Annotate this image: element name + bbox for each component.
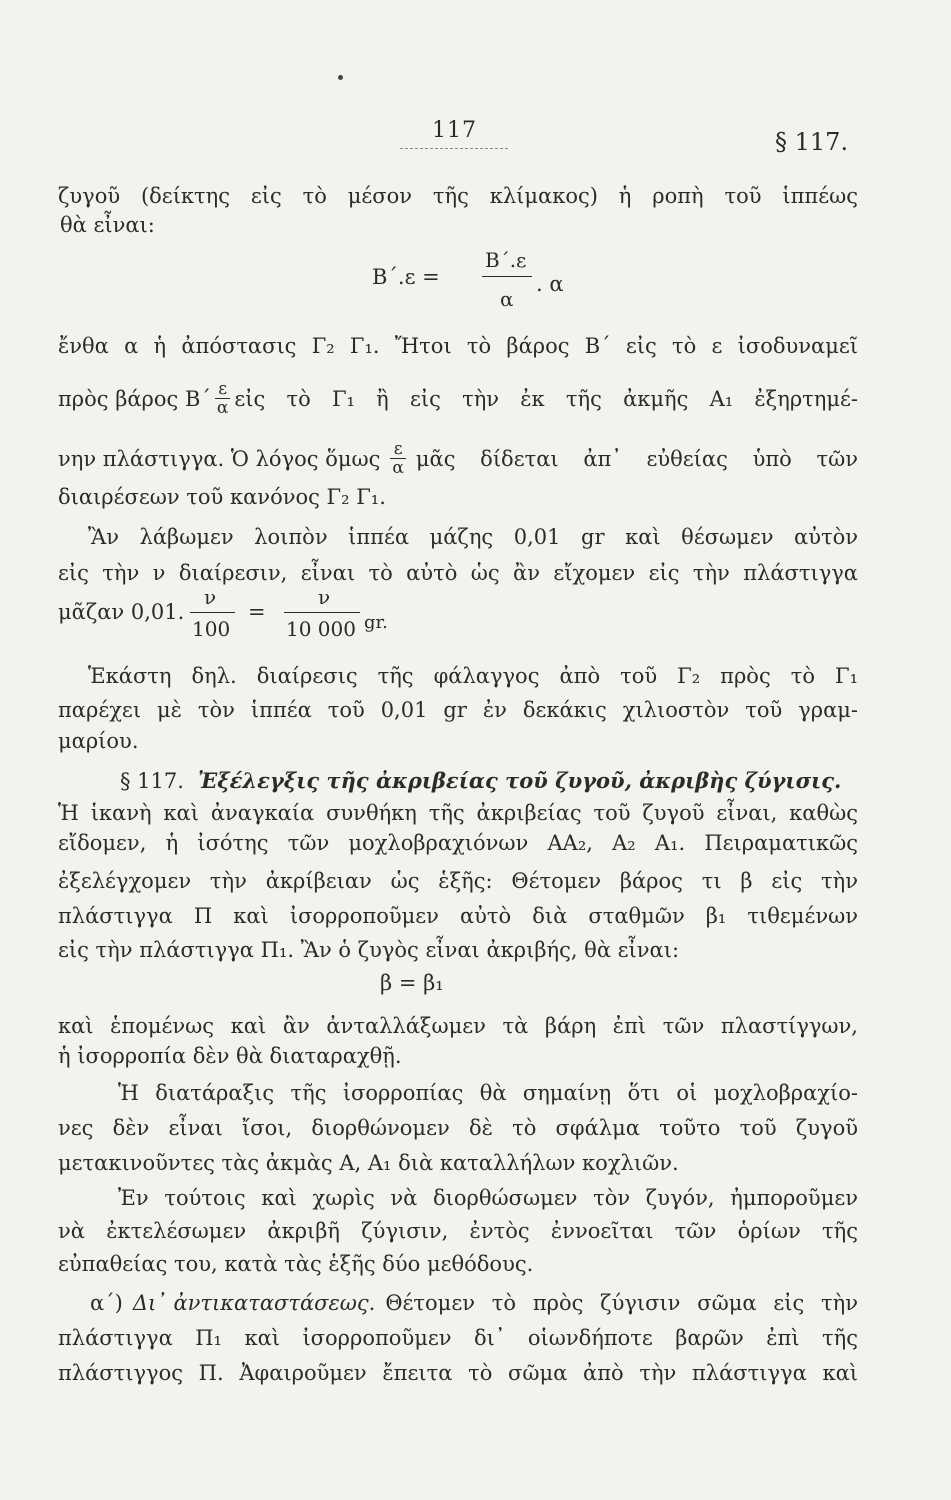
- text-line: Ἡ ἱκανὴ καὶ ἀναγκαία συνθήκη τῆς ἀκριβείας τοῦ ζυγοῦ εἶναι, καθὼς: [58, 801, 858, 825]
- text-line: εἰς τὴν πλάστιγγα Π₁. Ἂν ὁ ζυγὸς εἶναι ἀκριβής, θὰ εἶναι:: [58, 938, 680, 962]
- text-line: [58, 380, 858, 417]
- text-span: νην πλάστιγγα. Ὁ λόγος ὅμως: [58, 446, 381, 471]
- text-line: νὰ ἐκτελέσωμεν ἀκριβῆ ζύγισιν, ἐντὸς ἐννοεῖται τῶν ὁρίων τῆς: [58, 1219, 858, 1243]
- formula-numerator: Β΄.ε: [485, 248, 527, 272]
- fraction: [215, 380, 230, 417]
- text-line: διαιρέσεων τοῦ κανόνος Γ₂ Γ₁.: [58, 485, 386, 509]
- fraction-bar: [190, 612, 235, 613]
- formula-text: μᾶζαν 0,01.: [58, 600, 185, 624]
- text-line: ἔνθα α ἡ ἀπόστασις Γ₂ Γ₁. Ἤτοι τὸ βάρος Β΄ εἰς τὸ ε ἰσοδυναμεῖ: [58, 334, 858, 358]
- text-line: [58, 440, 858, 477]
- text-line: εὐπαθείας του, κατὰ τὰς ἑξῆς δύο μεθόδους.: [58, 1252, 534, 1276]
- text-line: πλάστιγγος Π. Ἀφαιροῦμεν ἔπειτα τὸ σῶμα ἀπὸ τὴν πλάστιγγα καὶ: [58, 1361, 858, 1385]
- text-line: [90, 1290, 858, 1316]
- formula-left: Β΄.ε =: [372, 265, 440, 289]
- item-label: α΄): [90, 1291, 123, 1315]
- text-span: εἰς τὸ Γ₁ ἢ εἰς τὴν ἐκ τῆς ἀκμῆς Α₁ ἐξηρτημέ-: [234, 386, 858, 411]
- text-line: θὰ εἶναι:: [60, 213, 155, 237]
- text-line: ἐξελέγχομεν τὴν ἀκρίβειαν ὡς ἑξῆς: Θέτομεν βάρος τι β εἰς τὴν: [58, 869, 858, 893]
- text-line: πλάστιγγα Π₁ καὶ ἰσορροποῦμεν δι᾽ οἱωνδήποτε βαρῶν ἐπὶ τῆς: [58, 1326, 858, 1350]
- equation: β = β₁: [380, 971, 444, 995]
- fraction: [390, 440, 405, 477]
- header-rule: [400, 148, 508, 149]
- text-line: καὶ ἑπομένως καὶ ἂν ἀνταλλάξωμεν τὰ βάρη ἐπὶ τῶν πλαστίγγων,: [58, 1014, 858, 1038]
- text-line: Ἂν λάβωμεν λοιπὸν ἱππέα μάζης 0,01 gr καὶ θέσωμεν αὐτὸν: [88, 525, 858, 549]
- text-line: ἡ ἰσορροπία δὲν θὰ διαταραχθῇ.: [58, 1044, 402, 1068]
- fraction-denominator: α: [392, 458, 404, 478]
- text-line: εἴδομεν, ἡ ἰσότης τῶν μοχλοβραχιόνων ΑΑ₂, Α₂ Α₁. Πειραματικῶς: [58, 831, 858, 855]
- section-heading: [120, 768, 858, 794]
- page-number: 117: [432, 118, 477, 143]
- text-line: μετακινοῦντες τὰς ἀκμὰς Α, Α₁ διὰ καταλλήλων κοχλιῶν.: [58, 1151, 679, 1175]
- text-span: μᾶς δίδεται ἀπ᾽ εὐθείας ὑπὸ τῶν: [415, 446, 858, 471]
- text-line: Ἐν τούτοις καὶ χωρὶς νὰ διορθώσωμεν τὸν ζυγόν, ἠμποροῦμεν: [118, 1186, 858, 1210]
- formula-numerator: ν: [204, 585, 217, 609]
- section-mark: § 117.: [120, 769, 184, 793]
- fraction-bar: [284, 612, 360, 613]
- text-line: παρέχει μὲ τὸν ἱππέα τοῦ 0,01 gr ἐν δεκάκις χιλιοστὸν τοῦ γραμ-: [58, 698, 858, 722]
- formula-numerator: ν: [318, 585, 331, 609]
- running-section-mark: § 117.: [775, 128, 849, 156]
- text-line: Ἑκάστη δηλ. διαίρεσις τῆς φάλαγγος ἀπὸ τοῦ Γ₂ πρὸς τὸ Γ₁: [88, 664, 858, 688]
- fraction-bar: [482, 276, 532, 277]
- fraction-numerator: ε: [215, 380, 230, 399]
- unit-label: gr.: [364, 612, 388, 633]
- text-span: Θέτομεν τὸ πρὸς ζύγισιν σῶμα εἰς τὴν: [385, 1291, 858, 1315]
- fraction-numerator: ε: [390, 440, 405, 459]
- text-span: πρὸς βάρος Β΄: [58, 386, 211, 411]
- text-line: Ἡ διατάραξις τῆς ἰσορροπίας θὰ σημαίνῃ ὅτι οἱ μοχλοβραχίο-: [118, 1081, 858, 1105]
- formula-denominator: 10 000: [286, 617, 356, 641]
- formula-tail: . α: [536, 272, 564, 296]
- text-line: νες δὲν εἶναι ἴσοι, διορθώνομεν δὲ τὸ σφάλμα τοῦτο τοῦ ζυγοῦ: [58, 1116, 858, 1140]
- ink-dot: [338, 75, 343, 80]
- section-title: Ἐξέλεγξις τῆς ἀκριβείας τοῦ ζυγοῦ, ἀκριβὴς ζύγισις.: [197, 768, 842, 793]
- text-line: ζυγοῦ (δείκτης εἰς τὸ μέσον τῆς κλίμακος) ἡ ροπὴ τοῦ ἱππέως: [58, 184, 858, 208]
- fraction-denominator: α: [216, 398, 229, 418]
- equals-sign: =: [248, 600, 266, 624]
- method-heading: Δι᾽ ἀντικαταστάσεως.: [132, 1291, 376, 1315]
- text-line: πλάστιγγα Π καὶ ἰσορροποῦμεν αὐτὸ διὰ σταθμῶν β₁ τιθεμένων: [58, 904, 858, 928]
- text-line: μαρίου.: [58, 729, 139, 753]
- formula-denominator: 100: [192, 617, 231, 641]
- formula-denominator: α: [500, 287, 514, 311]
- text-line: εἰς τὴν ν διαίρεσιν, εἶναι τὸ αὐτὸ ὡς ἂν εἴχομεν εἰς τὴν πλάστιγγα: [58, 561, 858, 585]
